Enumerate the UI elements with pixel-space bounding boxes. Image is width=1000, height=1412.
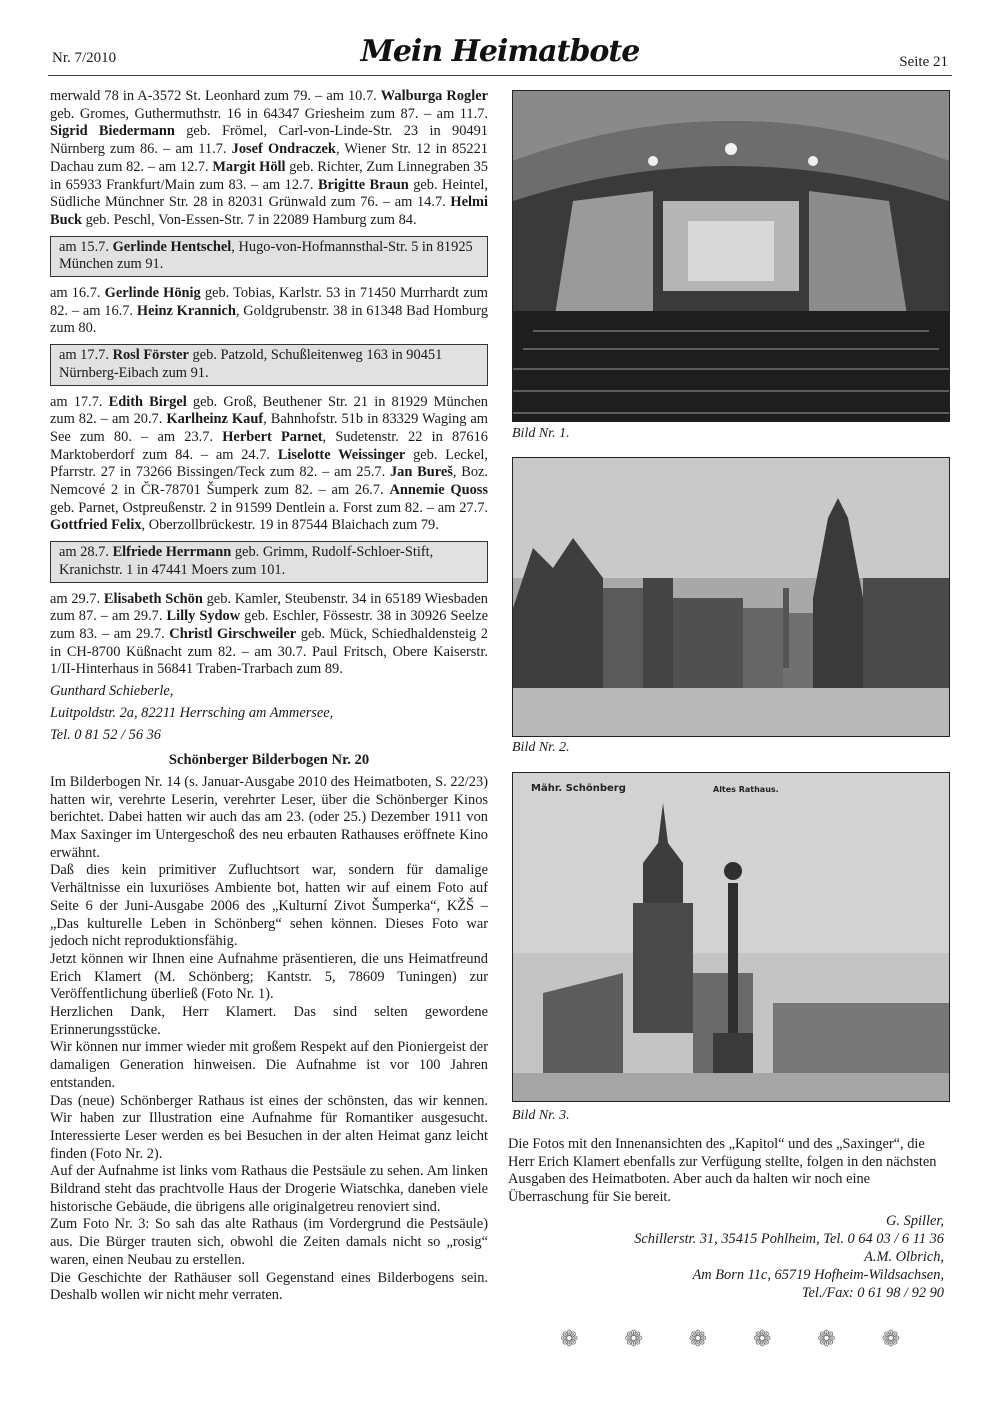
person-name: Jan Bureš xyxy=(389,464,453,481)
cinema-interior-image xyxy=(513,91,949,421)
article-paragraph: Die Geschichte der Rathäuser soll Gegenstand eines Bilderbogens sein. Deshalb wollen wir nicht mehr verraten. xyxy=(50,1269,488,1304)
photo2-caption: Bild Nr. 2. xyxy=(512,740,570,755)
address-line: A.M. Olbrich, xyxy=(864,1249,944,1265)
person-name: Heinz Krannich xyxy=(136,302,236,319)
person-name: Sigrid Biedermann xyxy=(50,123,175,140)
closing-paragraph: Die Fotos mit den Innenansichten des „Kapitol“ und des „Saxinger“, die Herr Erich Klamert ebenfalls zur Verfügung stellte, folgen in den nächsten Ausgaben des Heimatboten. Aber auch da halten wir noch eine Überraschung für Sie bereit. xyxy=(508,1136,937,1205)
article-paragraph: Zum Foto Nr. 3: So sah das alte Rathaus (im Vordergrund die Pestsäule) aus. Die Bürger trauten sich, obwohl die Zeiten damals nicht so „rosig“ waren, einen Neubau zu erstellen. xyxy=(50,1216,488,1268)
signature-address: Luitpoldstr. 2a, 82211 Herrsching am Ammersee, xyxy=(50,704,334,721)
town-square-image xyxy=(513,458,949,736)
article-paragraph: Im Bilderbogen Nr. 14 (s. Januar-Ausgabe 2010 des Heimatboten, S. 22/23) hatten wir, verehrte Leserin, verehrter Leser, über die Schönberger Kinos berichtet. Dabei hatten wir auch das am 23. (oder 25.) Dezember 1911 von Max Saxinger im Untergeschoß des neu erbauten Rathauses eröffnete Kino erwähnt. xyxy=(50,773,488,861)
person-name: Rosl Förster xyxy=(112,347,189,364)
highlight-box: am 15.7. Gerlinde Hentschel, Hugo-von-Hofmannsthal-Str. 5 in 81925 München zum 91. xyxy=(50,236,488,277)
address-line: Schillerstr. 31, 35415 Pohlheim, Tel. 0 64 03 / 6 11 36 xyxy=(634,1231,944,1247)
person-name: Gottfried Felix xyxy=(50,517,142,534)
person-name: Herbert Parnet xyxy=(222,428,323,445)
photo3-label-right: Altes Rathaus. xyxy=(713,785,779,794)
person-name: Brigitte Braun xyxy=(317,176,409,193)
flower-ornament-icon: ❁ xyxy=(560,1326,579,1351)
article-paragraph: Wir können nur immer wieder mit großem Respekt auf den Pioniergeist der damaligen Generation hinweisen. Die Aufnahme ist vor 100 Jahren entstanden. xyxy=(50,1039,488,1091)
person-name: Elisabeth Schön xyxy=(103,590,203,607)
photo1-caption: Bild Nr. 1. xyxy=(512,426,570,441)
flower-ornament-icon: ❁ xyxy=(817,1326,836,1351)
person-name: Helmi Buck xyxy=(50,194,488,228)
address-line: Tel./Fax: 0 61 98 / 92 90 xyxy=(801,1285,944,1301)
header-divider xyxy=(48,75,952,76)
masthead-logo: Mein Heimatbote xyxy=(360,34,640,69)
highlight-box: am 28.7. Elfriede Herrmann geb. Grimm, Rudolf-Schloer-Stift, Kranichstr. 1 in 47441 Moers zum 101. xyxy=(50,541,488,582)
birthday-paragraph: am 29.7. Elisabeth Schön geb. Kamler, Steubenstr. 34 in 65189 Wiesbaden zum 87. – am 29.7. Lilly Sydow geb. Eschler, Fössestr. 38 in 30926 Seelze zum 83. – am 29.7. Christl Girschweiler geb. Mück, Schiedhaldensteig 2 in CH-8700 Küßnacht zum 82. – am 30.7. Paul Fritsch, Obere Kaiserstr. 1/II-Hinterhaus in 56841 Traben-Trarbach zum 89. xyxy=(50,590,489,678)
person-name: Margit Höll xyxy=(212,158,286,175)
birthday-paragraph: am 17.7. Edith Birgel geb. Groß, Beuthener Str. 21 in 81929 München zum 82. – am 20.7. Karlheinz Kauf, Bahnhofstr. 51b in 83329 Waging am See zum 80. – am 23.7. Herbert Parnet, Sudetenstr. 22 in 87616 Marktoberdorf zum 84. – am 24.7. Liselotte Weissinger geb. Leckel, Pfarrstr. 27 in 73266 Bissingen/Teck zum 82. – am 25.7. Jan Bureš, Boz. Nemcové 2 in ČR-78701 Šumperk zum 82. – am 26.7. Annemie Quoss geb. Parnet, Ostpreußenstr. 2 in 91599 Dentlein a. Forst zum 82. – am 27.7. Gottfried Felix, Oberzollbrückestr. 19 in 87544 Blaichach zum 79. xyxy=(50,393,488,534)
person-name: Annemie Quoss xyxy=(389,482,488,499)
address-line: Am Born 11c, 65719 Hofheim-Wildsachsen, xyxy=(692,1267,944,1283)
photo-cinema-interior xyxy=(512,90,950,422)
person-name: Christl Girschweiler xyxy=(169,625,297,642)
birthday-paragraph: am 16.7. Gerlinde Hönig geb. Tobias, Karlstr. 53 in 71450 Murrhardt zum 82. – am 16.7. Heinz Krannich, Goldgrubenstr. 38 in 61348 Bad Homburg zum 80. xyxy=(50,285,489,337)
article-body xyxy=(50,774,488,1305)
article-paragraph: Jetzt können wir Ihnen eine Aufnahme präsentieren, die uns Heimatfreund Erich Klamert (M. Schönberg; Kantstr. 5, 78609 Tuningen) zur Veröffentlichung überließ (Foto Nr. 1). xyxy=(50,950,488,1003)
address-line: G. Spiller, xyxy=(886,1213,944,1229)
article-paragraph: Herzlichen Dank, Herr Klamert. Das sind selten gewordene Erinnerungsstücke. xyxy=(50,1004,488,1038)
flower-ornament-icon: ❁ xyxy=(624,1326,643,1351)
highlight-box: am 17.7. Rosl Förster geb. Patzold, Schußleitenweg 163 in 90451 Nürnberg-Eibach zum 91. xyxy=(50,344,488,385)
signature-phone: Tel. 0 81 52 / 56 36 xyxy=(50,726,162,743)
person-name: Gerlinde Hentschel xyxy=(112,238,232,255)
person-name: Liselotte Weissinger xyxy=(277,446,406,463)
photo3-caption: Bild Nr. 3. xyxy=(512,1108,570,1123)
person-name: Josef Ondraczek xyxy=(231,141,336,158)
page-number: Seite 21 xyxy=(899,54,948,70)
person-name: Edith Birgel xyxy=(108,393,187,410)
left-column xyxy=(50,88,488,1305)
flower-ornament-icon: ❁ xyxy=(752,1326,772,1351)
flower-ornament-icon: ❁ xyxy=(881,1326,900,1351)
article-paragraph: Daß dies kein primitiver Zufluchtsort war, sondern für damalige Verhältnisse ein luxuriöses Ambiente bot, hatten wir auf einem Foto auf Seite 6 der Juni-Ausgabe 2006 des „Kulturní Zivot Šumperka“, KŽŠ – „Das kulturelle Leben in Schönberg“ sehen können. Dieses Foto war jedoch nicht reproduktionsfähig. xyxy=(50,862,488,950)
person-name: Lilly Sydow xyxy=(166,608,241,625)
closing-addresses xyxy=(514,1212,944,1302)
person-name: Karlheinz Kauf xyxy=(166,411,264,428)
person-name: Gerlinde Hönig xyxy=(104,285,201,302)
photo-town-square xyxy=(512,457,950,737)
signature-name: Gunthard Schieberle, xyxy=(50,683,174,700)
photo-old-town-hall xyxy=(512,772,950,1102)
ornament-row xyxy=(560,1326,900,1352)
article-paragraph: Auf der Aufnahme ist links vom Rathaus die Pestsäule zu sehen. Am linken Bildrand steht das prachtvolle Haus der Drogerie Wiatschka, daneben viele historische Gebäude, die übrigens alle originalgetreu renoviert sind. xyxy=(50,1163,488,1215)
person-name: Walburga Rogler xyxy=(380,88,488,104)
article-title: Schönberger Bilderbogen Nr. 20 xyxy=(168,752,370,769)
closing-section xyxy=(508,1136,948,1206)
person-name: Elfriede Herrmann xyxy=(112,544,232,561)
old-town-hall-image xyxy=(513,773,949,1101)
article-paragraph: Das (neue) Schönberger Rathaus ist eines der schönsten, das wir kennen. Wir haben zur Illustration eine Aufnahme für Romantiker ausgesucht. Interessierte Leser werden es bei Besuchen in der alten Heimat ganz leicht finden (Foto Nr. 2). xyxy=(50,1092,488,1162)
birthday-paragraph: merwald 78 in A-3572 St. Leonhard zum 79. – am 10.7. Walburga Rogler geb. Gromes, Guthermuthstr. 16 in 64347 Griesheim zum 87. – am 11.7. Sigrid Biedermann geb. Frömel, Carl-von-Linde-Str. 23 in 90491 Nürnberg zum 86. – am 11.7. Josef Ondraczek, Wiener Str. 12 in 85221 Dachau zum 82. – am 12.7. Margit Höll geb. Richter, Zum Linnegraben 35 in 65933 Frankfurt/Main zum 83. – am 12.7. Brigitte Braun geb. Heintel, Südliche Münchner Str. 28 in 82031 Grünwald zum 76. – am 14.7. Helmi Buck geb. Peschl, Von-Essen-Str. 7 in 22089 Hamburg zum 84. xyxy=(50,88,489,228)
photo3-label-left: Mähr. Schönberg xyxy=(531,783,626,794)
flower-ornament-icon: ❁ xyxy=(688,1326,708,1351)
issue-number: Nr. 7/2010 xyxy=(52,50,117,66)
